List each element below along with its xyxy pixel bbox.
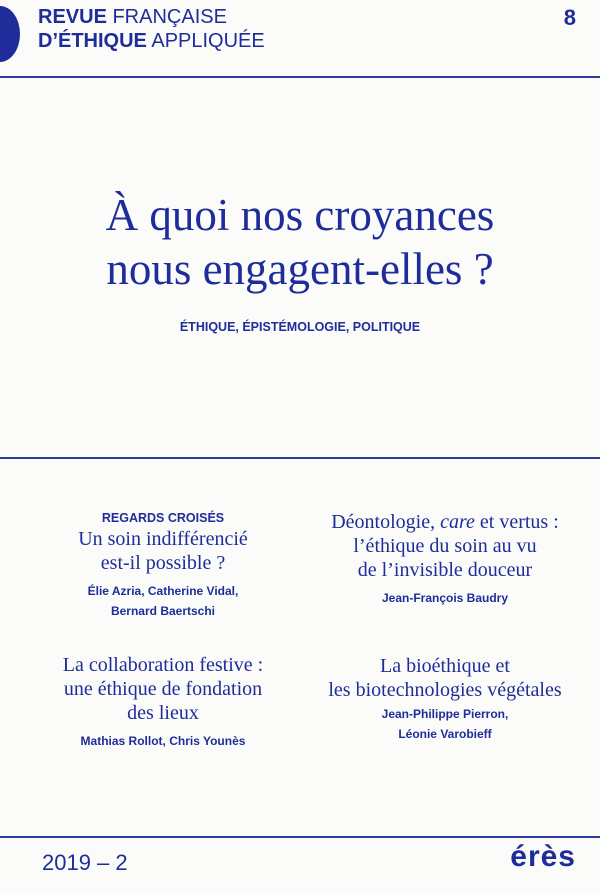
journal-title-line1: REVUE FRANÇAISE [38,6,227,28]
year-issue: 2019 – 2 [42,850,128,875]
journal-title-line2: D’ÉTHIQUE APPLIQUÉE [38,30,265,52]
cover-subtitle: ÉTHIQUE, ÉPISTÉMOLOGIE, POLITIQUE [179,320,421,334]
article-regards-croises: REGARDS CROISÉS Un soin indifférencié est-il possible ? Élie Azria, Catherine Vidal, Bernard Baertschi [78,511,248,618]
issue-number: 8 [563,5,576,30]
article-collaboration-festive: La collaboration festive : une éthique de fondation des lieux Mathias Rollot, Chris Younès [62,654,264,748]
divider-top [0,76,600,78]
article-bioethique: La bioéthique et les biotechnologies végétales Jean-Philippe Pierron, Léonie Varobieff [328,655,562,741]
article-deontologie: Déontologie, care et vertus : l’éthique du soin au vu de l’invisible douceur Jean-François Baudry [331,511,559,605]
divider-bottom [0,836,600,838]
edge-tab-mark [0,6,20,62]
publisher-logo: érès [510,840,576,873]
divider-middle [0,457,600,459]
cover-title: À quoi nos croyances nous engagent-elles ? [105,190,495,294]
